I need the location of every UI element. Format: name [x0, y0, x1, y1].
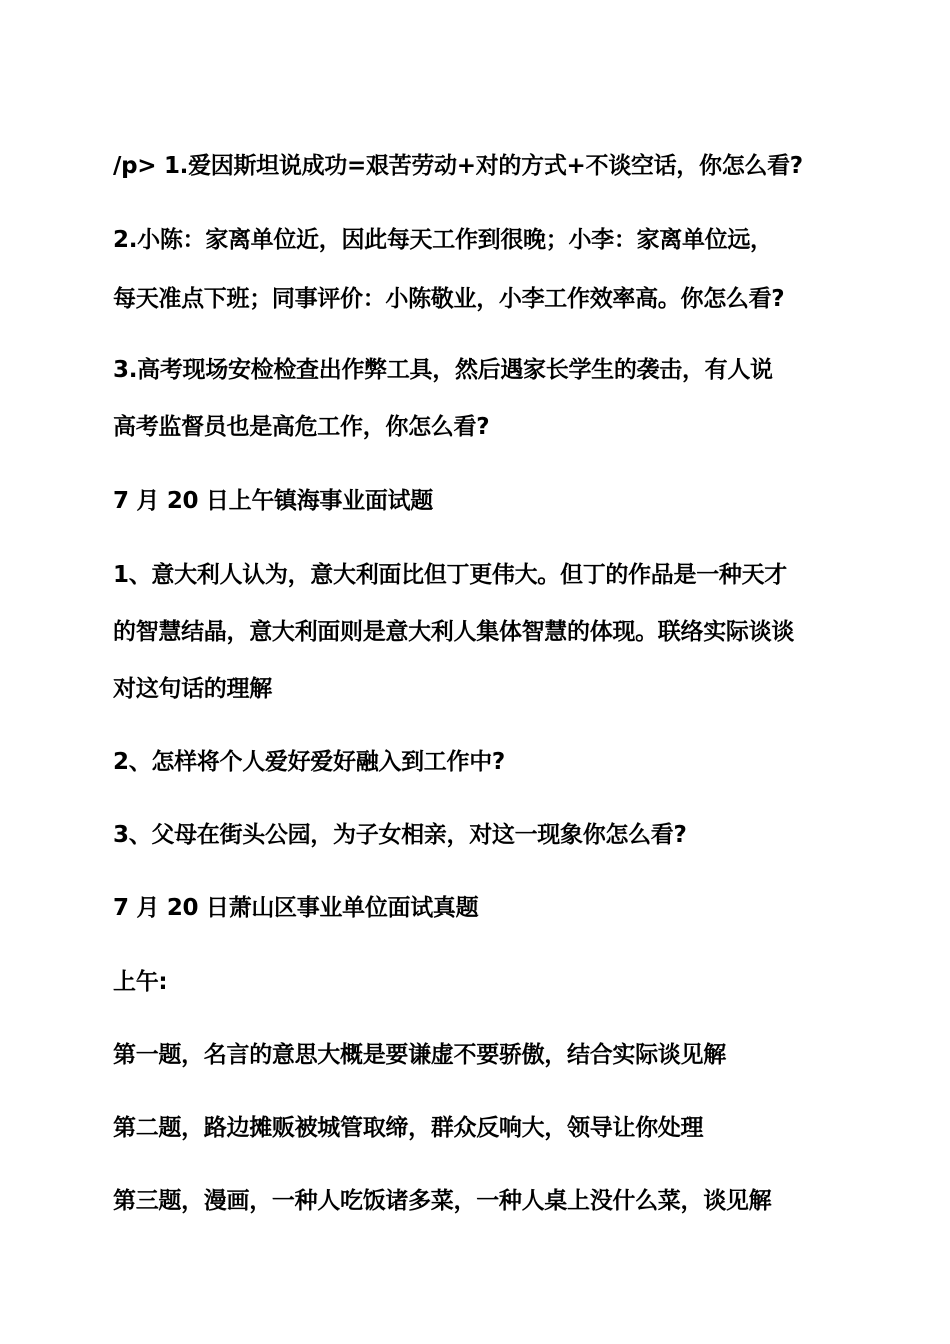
text-line-10: 2、怎样将个人爱好爱好融入到工作中? [113, 749, 505, 775]
section-heading-xiaoshan: 7 月 20 日萧山区事业单位面试真题 [113, 895, 479, 921]
text-line-9: 对这句话的理解 [113, 676, 272, 702]
text-line-5: 高考监督员也是高危工作，你怎么看? [113, 414, 490, 440]
text-line-11: 3、父母在街头公园，为子女相亲，对这一现象你怎么看? [113, 822, 687, 848]
section-heading-zhenhai: 7 月 20 日上午镇海事业面试题 [113, 488, 433, 514]
text-line-2: 2.小陈：家离单位近，因此每天工作到很晚；小李：家离单位远， [113, 227, 773, 253]
text-line-8: 的智慧结晶，意大利面则是意大利人集体智慧的体现。联络实际谈谈 [113, 619, 795, 645]
text-line-16: 第三题，漫画，一种人吃饭诸多菜，一种人桌上没什么菜，谈见解 [113, 1188, 772, 1214]
subheading-morning: 上午: [113, 969, 168, 995]
text-line-3: 每天准点下班；同事评价：小陈敬业，小李工作效率高。你怎么看? [113, 286, 785, 312]
text-line-7: 1、意大利人认为，意大利面比但丁更伟大。但丁的作品是一种天才 [113, 562, 788, 588]
text-line-4: 3.高考现场安检检查出作弊工具，然后遇家长学生的袭击，有人说 [113, 357, 773, 383]
text-line-14: 第一题，名言的意思大概是要谦虚不要骄傲，结合实际谈见解 [113, 1042, 726, 1068]
text-line-1: /p> 1.爱因斯坦说成功=艰苦劳动+对的方式+不谈空话，你怎么看? [113, 153, 803, 179]
text-line-15: 第二题，路边摊贩被城管取缔，群众反响大，领导让你处理 [113, 1115, 704, 1141]
